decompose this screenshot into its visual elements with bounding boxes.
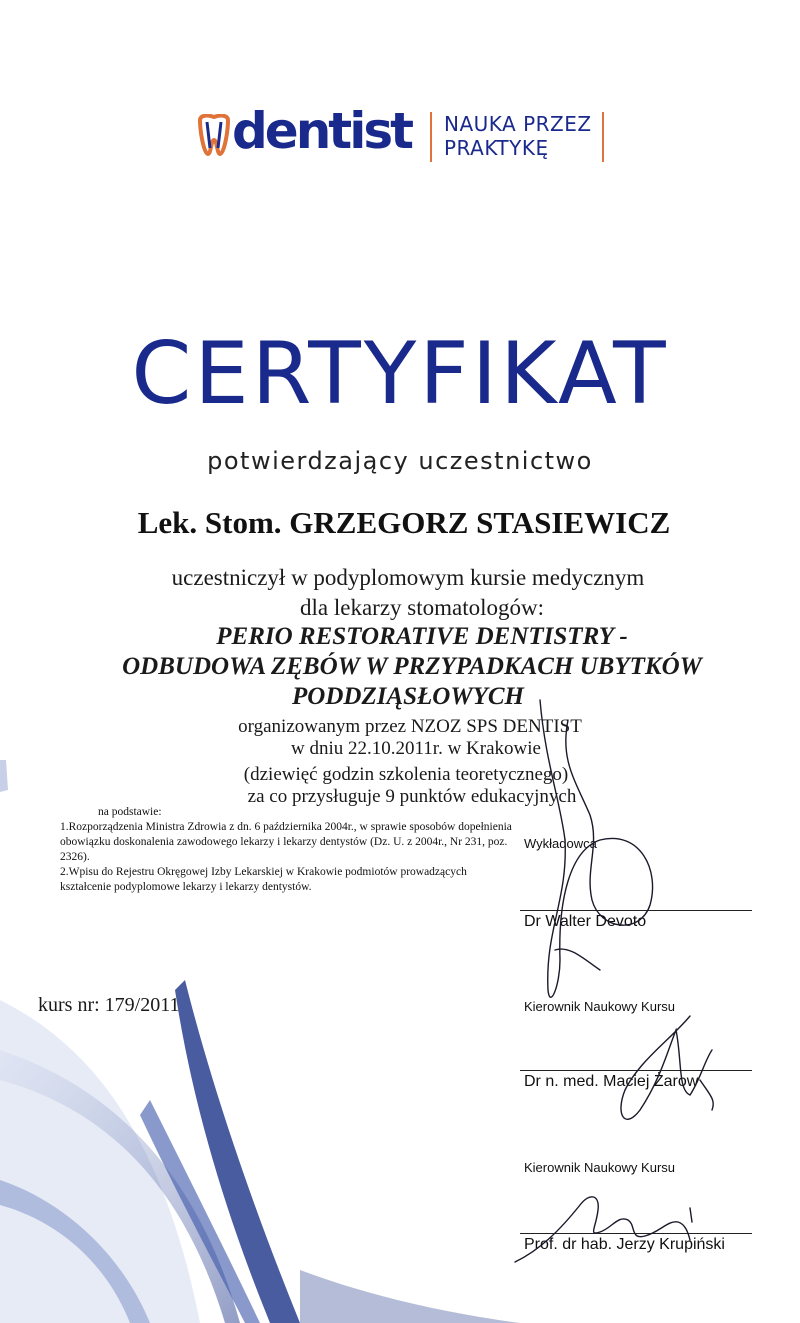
logo-divider-left (430, 112, 432, 162)
hours-line: (dziewięć godzin szkolenia teoretycznego) (243, 764, 569, 785)
legal-heading: na podstawie: (98, 806, 162, 818)
course-number: kurs nr: 179/2011 (38, 994, 180, 1016)
logo-divider-right (602, 112, 604, 162)
points-line: za co przysługuje 9 punktów edukacyjnych (247, 786, 577, 807)
signature-name-lecturer: Dr Walter Devoto (524, 913, 647, 930)
logo-tagline-line2: PRAKTYKĘ (444, 136, 549, 160)
dentist-logo (196, 102, 616, 168)
date-place-line: w dniu 22.10.2011r. w Krakowie (291, 738, 541, 759)
body-line-1: uczestniczył w podyplomowym kursie medycznym (171, 565, 645, 590)
course-title-line-1: PERIO RESTORATIVE DENTISTRY - (216, 623, 628, 650)
tooth-logo-icon (196, 114, 232, 158)
recipient-name: Lek. Stom. GRZEGORZ STASIEWICZ (137, 505, 671, 540)
signature-name-scientific-1: Dr n. med. Maciej Żarow (524, 1073, 699, 1090)
legal-item-1: 1.Rozporządzenia Ministra Zdrowia z dn. 6 października 2004r., w sprawie sposobów dopełnienia obowiązku doskonalenia zawodowego lekarzy i lekarzy dentystów (Dz. U. z 2004r., Nr 231, poz. 2326). (60, 821, 512, 863)
signature-role-scientific-2: Kierownik Naukowy Kursu (524, 1160, 676, 1175)
certificate-title: CERTYFIKAT (131, 324, 669, 424)
logo-tagline (444, 112, 604, 160)
logo-tagline-line1: NAUKA PRZEZ (444, 112, 592, 136)
signature-line-scientific-2 (520, 1233, 752, 1234)
signature-role-lecturer: Wykładowca (524, 836, 597, 851)
organizer-line: organizowanym przez NZOZ SPS DENTIST (238, 716, 582, 737)
certificate-subtitle: potwierdzający uczestnictwo (207, 447, 593, 475)
course-title-line-2: ODBUDOWA ZĘBÓW W PRZYPADKACH UBYTKÓW (122, 653, 702, 680)
legal-item-2: 2.Wpisu do Rejestru Okręgowej Izby Lekarskiej w Krakowie podmiotów prowadzących kształcenie podyplomowe lekarzy i lekarzy dentystów. (60, 866, 467, 893)
signature-name-scientific-2: Prof. dr hab. Jerzy Krupiński (524, 1236, 725, 1253)
signature-line-lecturer (520, 910, 752, 911)
body-line-2: dla lekarzy stomatologów: (300, 595, 544, 620)
signature-role-scientific-1: Kierownik Naukowy Kursu (524, 999, 676, 1014)
signature-line-scientific-1 (520, 1070, 752, 1071)
legal-basis (60, 805, 520, 895)
logo-wordmark: dentist (232, 102, 411, 160)
course-title-line-3: PODDZIĄSŁOWYCH (292, 683, 524, 710)
